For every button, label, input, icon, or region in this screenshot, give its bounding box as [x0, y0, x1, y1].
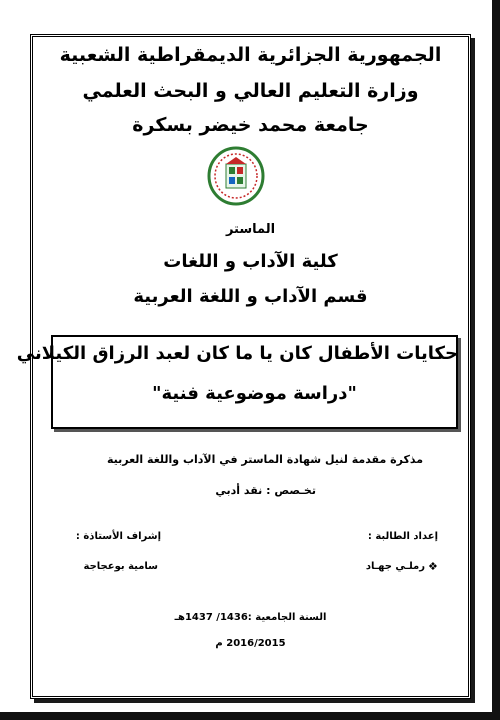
supervisor-label: إشراف الأستاذة : — [75, 531, 161, 542]
scan-edge-bottom — [0, 712, 500, 720]
student-name: رملـي جهـاد — [365, 561, 425, 572]
memo-description: مذكرة مقدمة لنيل شهادة الماستر في الآداب واللغة العربية — [106, 453, 423, 466]
scan-edge-right — [492, 0, 500, 720]
university-seal-icon — [207, 146, 265, 206]
university-name: جامعة محمد خيضر بسكرة — [132, 114, 369, 136]
thesis-subtitle: "دراسة موضوعية فنية" — [152, 383, 357, 404]
thesis-title: حكايات الأطفال كان يا ما كان لعبد الرزاق الكيلاني — [16, 343, 458, 364]
specialty: تخـصص : نقد أدبي — [215, 484, 316, 497]
prepared-by-label: إعداد الطالبة : — [367, 531, 438, 542]
supervisor-name: سامية بوعجاجة — [83, 561, 158, 572]
academic-year-gregorian: 2016/2015 م — [215, 638, 286, 649]
faculty-name: كلية الآداب و اللغات — [163, 251, 338, 272]
bullet-icon: ❖ — [428, 560, 438, 573]
academic-year-hijri: السنة الجامعية :1436/ 1437هـ — [174, 612, 327, 623]
degree-level: الماستر — [225, 222, 276, 237]
department-name: قسم الآداب و اللغة العربية — [133, 286, 368, 307]
ministry-name: وزارة التعليم العالي و البحث العلمي — [82, 80, 419, 102]
country-name: الجمهورية الجزائرية الديمقراطية الشعبية — [59, 44, 442, 66]
